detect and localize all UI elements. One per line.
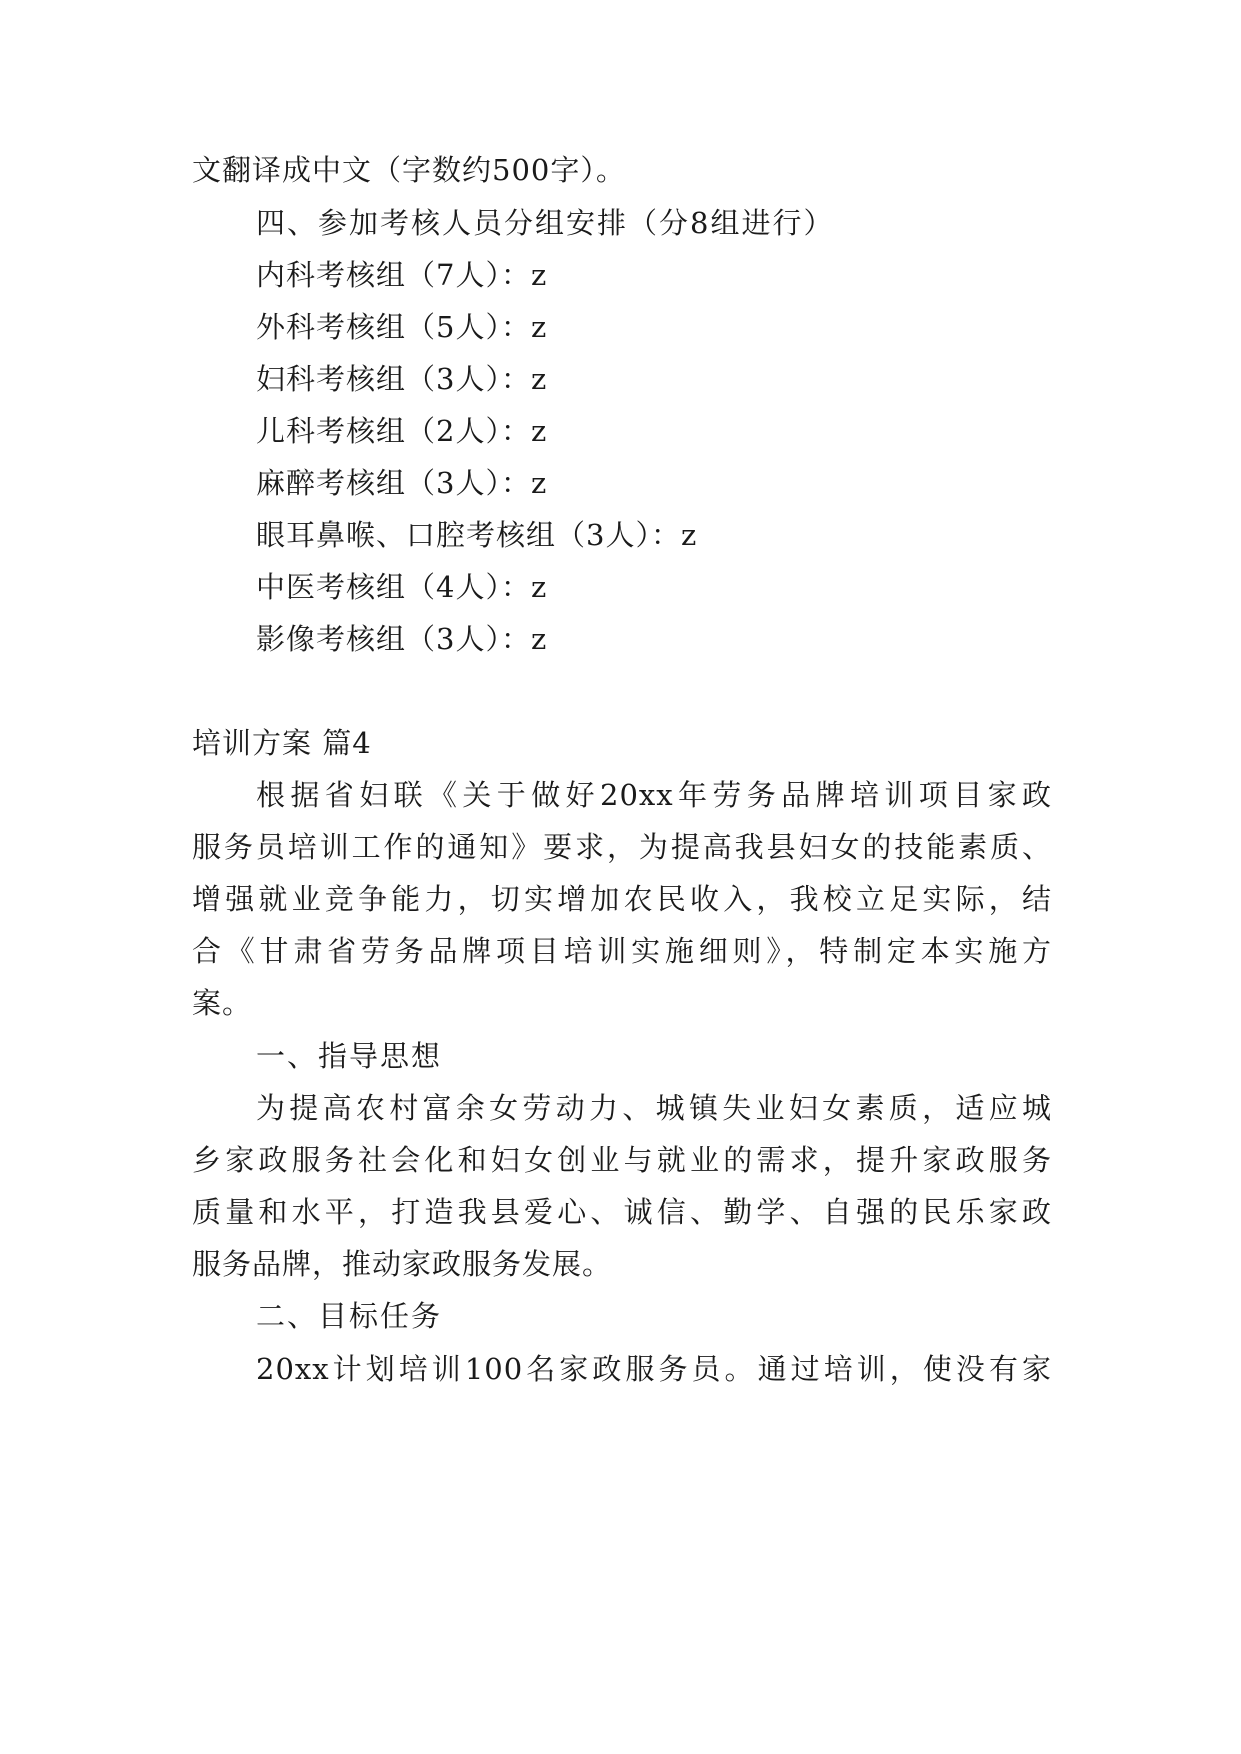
paragraph-line: 20xx计划培训100名家政服务员。通过培训，使没有家 <box>256 1352 1052 1386</box>
section-one-heading: 一、指导思想 <box>256 1039 443 1073</box>
group-line: 麻醉考核组（3人）：z <box>256 466 548 500</box>
continuation-line: 文翻译成中文（字数约500字）。 <box>192 153 626 187</box>
paragraph-line: 质量和水平，打造我县爱心、诚信、勤学、自强的民乐家政 <box>192 1195 1052 1229</box>
paragraph-line: 增强就业竞争能力，切实增加农民收入，我校立足实际，结 <box>192 882 1052 916</box>
paragraph-line: 服务品牌，推动家政服务发展。 <box>192 1247 613 1281</box>
group-line: 外科考核组（5人）：z <box>256 310 548 344</box>
group-line: 内科考核组（7人）：z <box>256 258 548 292</box>
paragraph-line: 根据省妇联《关于做好20xx年劳务品牌培训项目家政 <box>256 778 1052 812</box>
group-line: 妇科考核组（3人）：z <box>256 362 548 396</box>
paragraph-line: 案。 <box>192 986 253 1020</box>
group-line: 眼耳鼻喉、口腔考核组（3人）：z <box>256 518 698 552</box>
group-line: 影像考核组（3人）：z <box>256 622 548 656</box>
part-title: 培训方案 篇4 <box>192 726 372 760</box>
section-two-heading: 二、目标任务 <box>256 1299 443 1333</box>
paragraph-line: 服务员培训工作的通知》要求，为提高我县妇女的技能素质、 <box>192 830 1052 864</box>
paragraph-line: 为提高农村富余女劳动力、城镇失业妇女素质，适应城 <box>256 1091 1052 1125</box>
paragraph-line: 乡家政服务社会化和妇女创业与就业的需求，提升家政服务 <box>192 1143 1052 1177</box>
group-line: 儿科考核组（2人）：z <box>256 414 548 448</box>
group-line: 中医考核组（4人）：z <box>256 570 548 604</box>
paragraph-line: 合《甘肃省劳务品牌项目培训实施细则》，特制定本实施方 <box>192 934 1052 968</box>
section-four-heading: 四、参加考核人员分组安排（分8组进行） <box>256 206 835 240</box>
